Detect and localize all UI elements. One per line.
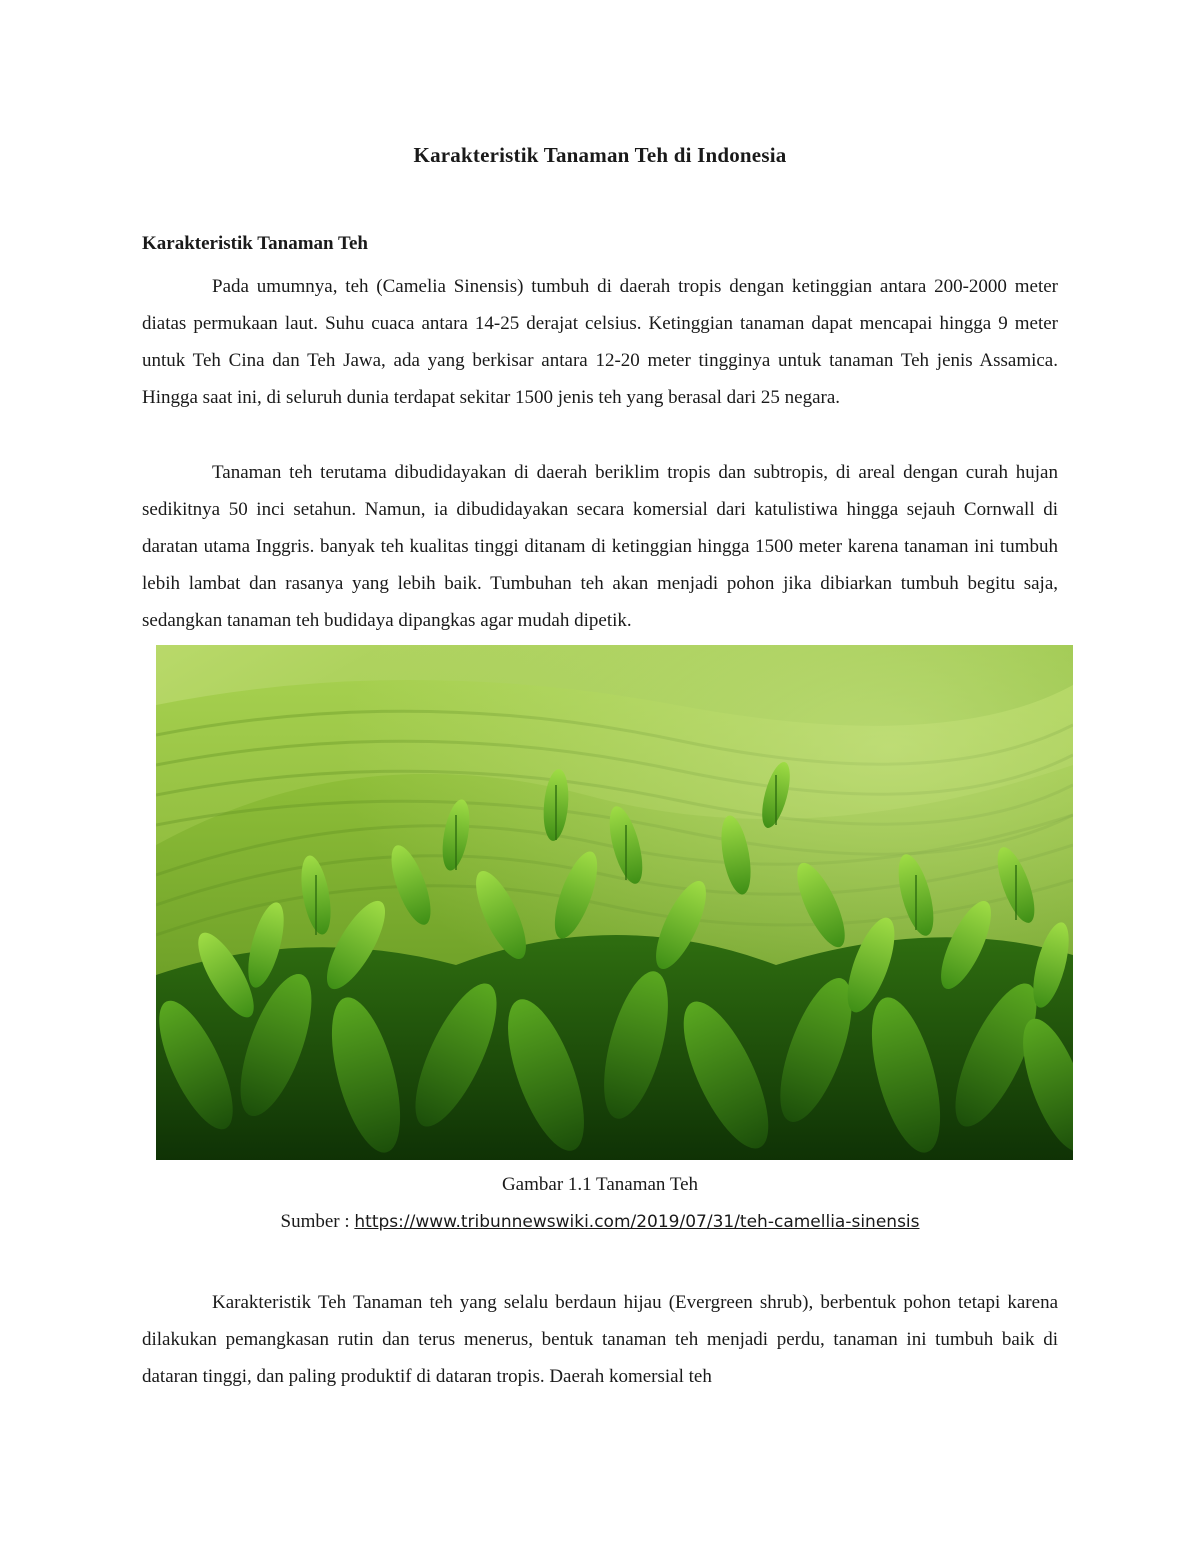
tea-plant-photo bbox=[156, 645, 1073, 1160]
section-heading: Karakteristik Tanaman Teh bbox=[142, 233, 368, 254]
figure-source bbox=[0, 1211, 1200, 1233]
paragraph-1: Pada umumnya, teh (Camelia Sinensis) tumbuh di daerah tropis dengan ketinggian antara 200-2000 meter diatas permukaan laut. Suhu cuaca antara 14-25 derajat celsius. Ketinggian tanaman dapat mencapai hingga 9 meter untuk Teh Cina dan Teh Jawa, ada yang berkisar antara 12-20 meter tingginya untuk tanaman Teh jenis Assamica. Hingga saat ini, di seluruh dunia terdapat sekitar 1500 jenis teh yang berasal dari 25 negara. bbox=[142, 276, 1058, 408]
paragraph-2: Tanaman teh terutama dibudidayakan di daerah beriklim tropis dan subtropis, di areal dengan curah hujan sedikitnya 50 inci setahun. Namun, ia dibudidayakan secara komersial dari katulistiwa hingga sejauh Cornwall di daratan utama Inggris. banyak teh kualitas tinggi ditanam di ketinggian hingga 1500 meter karena tanaman ini tumbuh lebih lambat dan rasanya yang lebih baik. Tumbuhan teh akan menjadi pohon jika dibiarkan tumbuh begitu saja, sedangkan tanaman teh budidaya dipangkas agar mudah dipetik. bbox=[142, 462, 1058, 631]
document-title: Karakteristik Tanaman Teh di Indonesia bbox=[413, 143, 787, 167]
source-link[interactable]: https://www.tribunnewswiki.com/2019/07/31/teh-camellia-sinensis bbox=[354, 1212, 920, 1232]
paragraph-3: Karakteristik Teh Tanaman teh yang selalu berdaun hijau (Evergreen shrub), berbentuk pohon tetapi karena dilakukan pemangkasan rutin dan terus menerus, bentuk tanaman teh menjadi perdu, tanaman ini tumbuh baik di dataran tinggi, dan paling produktif di dataran tropis. Daerah komersial teh bbox=[142, 1292, 1058, 1387]
source-prefix: Sumber : bbox=[280, 1211, 355, 1232]
figure-caption: Gambar 1.1 Tanaman Teh bbox=[501, 1174, 699, 1195]
